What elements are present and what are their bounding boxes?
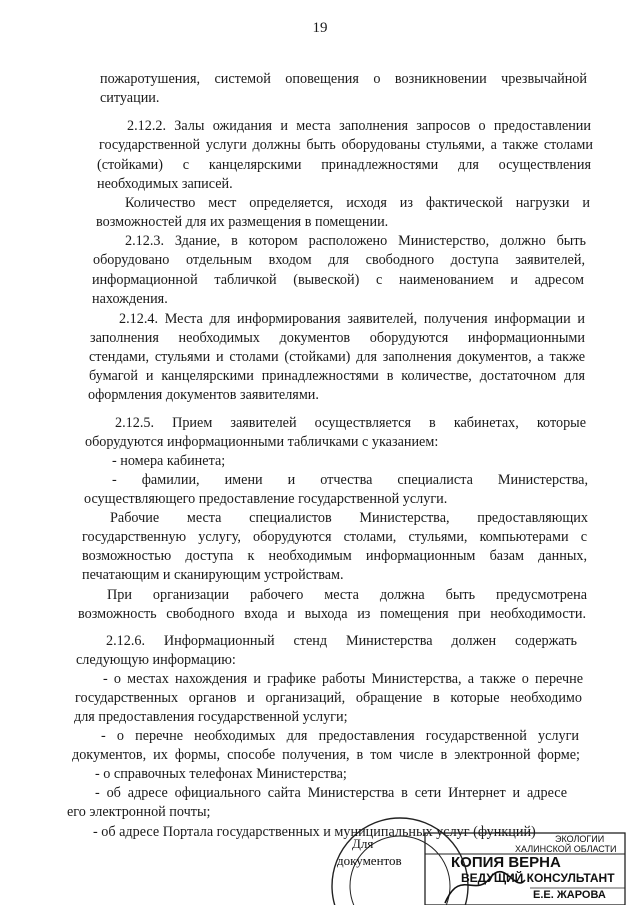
stamp-box-line1: Для [352,836,374,851]
stamp-org-line2: ХАЛИНСКОЙ ОБЛАСТИ [515,844,617,854]
text-line: (стойками) с канцелярскими принадлежностями для осуществления [97,157,591,173]
text-line: 2.12.6. Информационный стенд Министерства должен содержать [106,633,577,649]
text-line: Количество мест определяется, исходя из фактической нагрузки и [125,195,590,211]
stamp-box-line2: документов [337,853,402,868]
text-line: печатающим и сканирующим устройствам. [82,567,344,583]
text-line: документов, их формы, способе получения, в том числе в электронной форме; [72,747,580,763]
text-line: оборудуются информационными табличками с указанием: [85,434,439,450]
text-line: ситуации. [100,90,160,106]
stamp-org-line1: ЭКОЛОГИИ [555,834,605,844]
text-line: - об адресе Портала государственных и муниципальных услуг (функций) [93,824,536,840]
text-line: возможностей для их размещения в помещении. [96,214,389,230]
stamp-name: Е.Е. ЖАРОВА [533,889,606,901]
text-line: - о местах нахождения и графике работы Министерства, а также о перечне [103,671,583,687]
text-line: для предоставления государственной услуги; [74,709,348,725]
text-line: следующую информацию: [76,652,236,668]
text-line: государственной услуги должны быть оборудованы стульями, а также столами [99,137,593,153]
text-line: При организации рабочего места должна быть предусмотрена [107,587,587,603]
text-line: государственных органов и организаций, обращение в которые необходимо [75,690,582,706]
text-line: информационной табличкой (вывеской) с наименованием и адресом [92,272,584,288]
text-line: Рабочие места специалистов Министерства, предоставляющих [110,510,588,526]
stamp-copy-label: КОПИЯ ВЕРНА [451,854,561,871]
text-line: 2.12.2. Залы ожидания и места заполнения запросов о предоставлении [127,118,591,134]
text-line: государственную услугу, оборудуются столами, стульями, компьютерами с [82,529,587,545]
text-line: - о справочных телефонах Министерства; [95,766,347,782]
stamp-position: ВЕДУЩИЙ КОНСУЛЬТАНТ [461,871,615,885]
text-line: возможность свободного входа и выхода из помещения при необходимости. [78,606,586,622]
text-line: бумагой и канцелярскими принадлежностями в количестве, достаточном для [89,368,585,384]
text-line: возможностью доступа к необходимым информационным базам данных, [82,548,587,564]
text-line: нахождения. [92,291,168,307]
text-line: - номера кабинета; [112,453,226,469]
text-line: стендами, стульями и столами (стойками) для заполнения документов, а также [89,349,585,365]
text-line: его электронной почты; [67,804,211,820]
text-line: осуществляющего предоставление государственной услуги. [84,491,448,507]
text-line: 2.12.5. Прием заявителей осуществляется в кабинетах, которые [115,415,586,431]
certification-stamp [325,808,635,905]
text-line: - о перечне необходимых для предоставления государственной услуги [101,728,579,744]
text-line: оформления документов заявителями. [88,387,319,403]
text-line: пожаротушения, системой оповещения о возникновении чрезвычайной [100,71,587,87]
text-line: необходимых записей. [97,176,233,192]
text-line: 2.12.4. Места для информирования заявителей, получения информации и [119,311,585,327]
page-number: 19 [312,20,328,36]
text-line: - об адресе официального сайта Министерства в сети Интернет и адресе [95,785,567,801]
text-line: 2.12.3. Здание, в котором расположено Министерство, должно быть [125,233,586,249]
text-line: заполнения необходимых документов оборудуются информационными [90,330,585,346]
text-line: оборудовано отдельным входом для свободного доступа заявителей, [93,252,585,268]
text-line: - фамилии, имени и отчества специалиста Министерства, [112,472,588,488]
